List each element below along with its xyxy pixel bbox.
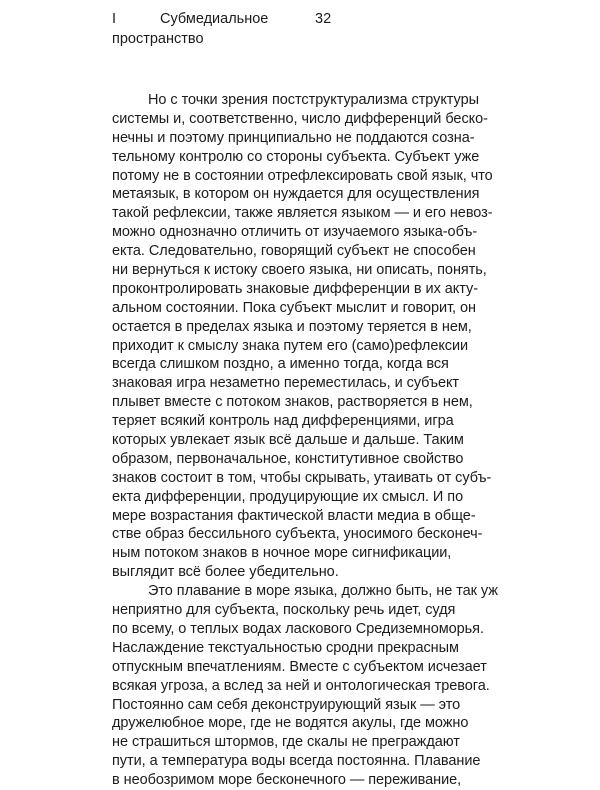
section-title-line-2: пространство xyxy=(112,31,204,47)
text-line: неприятно для субъекта, поскольку речь идет, судя xyxy=(112,602,456,619)
text-line: нечны и поэтому принципиально не поддаются созна- xyxy=(112,129,475,146)
text-line: такой рефлексии, также является языком — и его невоз- xyxy=(112,205,493,222)
text-line: знаковая игра незаметно переместилась, и субъект xyxy=(112,375,460,392)
text-line: остается в пределах языка и поэтому теряется в нем, xyxy=(112,318,472,335)
text-line: Постоянно сам себя деконструирующий язык — это xyxy=(112,696,461,713)
text-line: знаков состоит в том, чтобы скрывать, утаивать от субъ- xyxy=(112,469,492,486)
text-line: не страшиться штормов, где скалы не преграждают xyxy=(112,734,460,751)
text-line: Но с точки зрения постструктурализма структуры xyxy=(148,92,479,108)
text-line: тельному контролю со стороны субъекта. Субъект уже xyxy=(112,148,480,165)
body-text xyxy=(112,91,498,790)
text-line: стве образ бессильного субъекта, уносимого бесконеч- xyxy=(112,526,483,543)
text-line: теряет всякий контроль над дифференциями, игра xyxy=(112,413,454,430)
text-line: мере возрастания фактической власти медиа в обще- xyxy=(112,507,476,524)
text-line: Наслаждение текстуальностью сродни прекрасным xyxy=(112,639,459,656)
text-line: всегда слишком поздно, а именно тогда, когда вся xyxy=(112,356,449,373)
text-line: екта дифференции, продуцирующие их смысл. И по xyxy=(112,488,464,505)
text-line: Это плавание в море языка, должно быть, не так уж xyxy=(148,583,498,600)
text-line: потому не в состоянии отрефлексировать свой язык, что xyxy=(112,167,493,184)
text-line: которых увлекает язык всё дальше и дальше. Таким xyxy=(112,432,464,449)
text-line: плывет вместе с потоком знаков, растворяется в нем, xyxy=(112,394,473,411)
text-line: отпускным впечатлениям. Вместе с субъектом исчезает xyxy=(112,658,487,675)
text-line: приходит к смыслу знака путем его (само)рефлексии xyxy=(112,337,469,354)
text-line: в необозримом море бесконечного — переживание, xyxy=(112,772,462,789)
running-head xyxy=(0,0,600,60)
page-number: 32 xyxy=(315,11,332,27)
text-line: выглядит всё более убедительно. xyxy=(112,564,339,581)
part-numeral: I xyxy=(112,11,117,27)
text-line: ни вернуться к истоку своего языка, ни описать, понять, xyxy=(112,262,487,279)
text-line: дружелюбное море, где не водятся акулы, где можно xyxy=(112,715,469,732)
text-line: екта. Следовательно, говорящий субъект не способен xyxy=(112,243,476,260)
text-line: можно однозначно отличить от изучаемого языка-объ- xyxy=(112,224,478,241)
section-title-line-1: Субмедиальное xyxy=(160,11,269,27)
text-line: по всему, о теплых водах ласкового Средиземноморья. xyxy=(112,620,484,637)
text-line: пути, а температура воды всегда постоянна. Плавание xyxy=(112,753,481,770)
text-line: проконтролировать знаковые дифференции в их акту- xyxy=(112,280,478,297)
text-line: ным потоком знаков в ночное море сигнификации, xyxy=(112,545,452,562)
text-line: всякая угроза, а вслед за ней и онтологическая тревога. xyxy=(112,677,490,694)
text-line: образом, первоначальное, конститутивное свойство xyxy=(112,450,464,467)
text-line: системы и, соответственно, число дифференций беско- xyxy=(112,110,488,127)
text-line: альном состоянии. Пока субъект мыслит и говорит, он xyxy=(112,299,476,316)
text-line: метаязык, в котором он нуждается для осуществления xyxy=(112,186,480,203)
